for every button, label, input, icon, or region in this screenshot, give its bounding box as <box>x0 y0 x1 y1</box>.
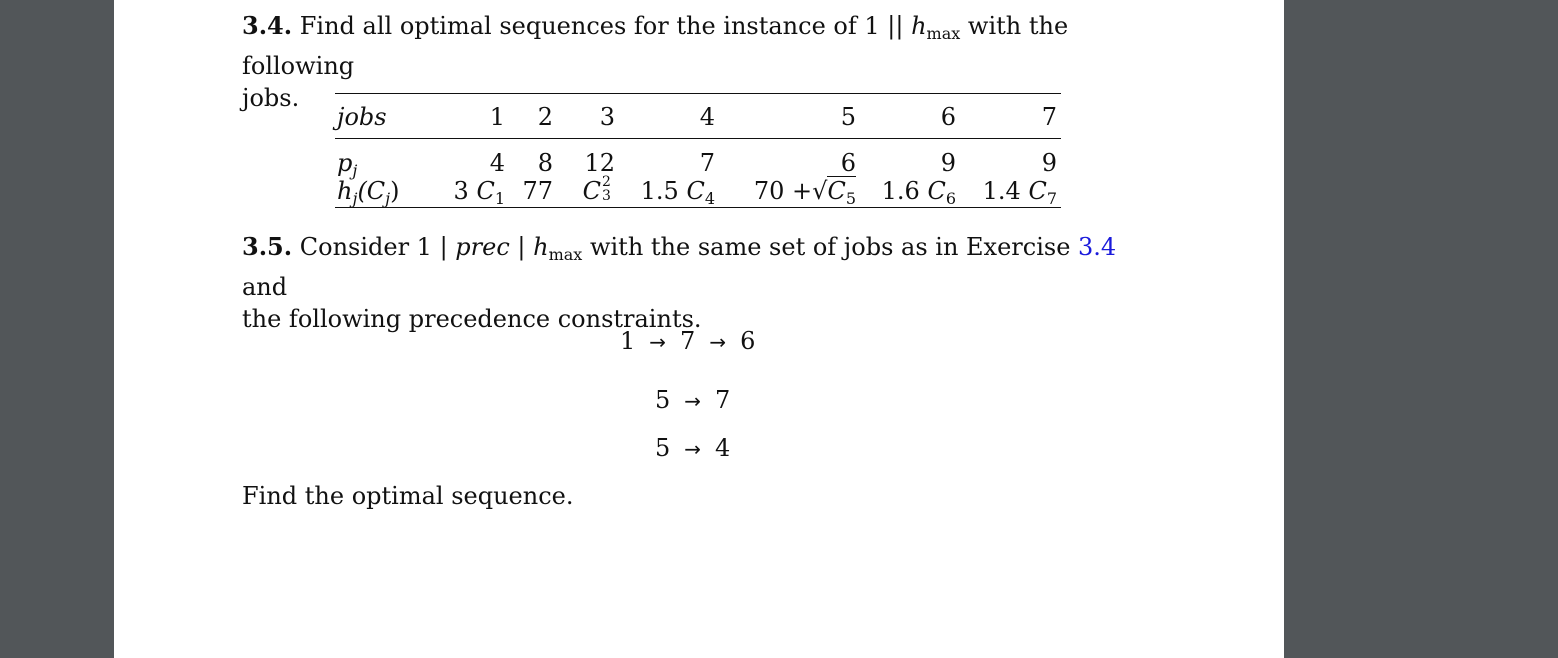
math-subscript: max <box>548 245 583 264</box>
math-subscript: 1 <box>494 189 505 208</box>
final-instruction: Find the optimal sequence. <box>242 482 574 510</box>
table-cell: 77 <box>522 177 553 205</box>
exercise-text: and <box>242 273 288 301</box>
math-h: h <box>911 12 927 40</box>
math-coef: 1.5 <box>640 177 687 205</box>
precedence-constraint <box>655 432 730 465</box>
table-cell: 8 <box>537 149 553 177</box>
header-label: jobs <box>337 103 387 131</box>
math-arg: (C <box>357 177 386 205</box>
math-subscript: j <box>352 161 358 180</box>
exercise-3-4-line1 <box>242 10 1162 82</box>
math-subscript: 3 <box>602 188 611 204</box>
table-cell: 12 <box>584 149 615 177</box>
math-subscript: max <box>926 24 961 43</box>
math-superscript: 2 <box>602 174 611 190</box>
math-var: C <box>927 177 946 205</box>
table-cell <box>754 175 856 215</box>
math-coef: 1.6 <box>881 177 928 205</box>
math-subscript: 6 <box>945 189 956 208</box>
math-subscript: j <box>385 189 391 208</box>
job-number: 1 <box>489 103 505 131</box>
job-node: 7 <box>680 327 696 355</box>
math-var: C <box>827 177 846 205</box>
exercise-number: 3.4. <box>242 11 293 40</box>
job-node: 1 <box>620 327 636 355</box>
job-node: 5 <box>655 386 671 414</box>
table-cell: 6 <box>840 149 856 177</box>
exercise-text: with the following <box>242 12 1069 80</box>
exercise-text: Consider 1 | <box>299 233 456 261</box>
exercise-reference-link[interactable]: 3.4 <box>1078 233 1117 261</box>
math-paren: ) <box>390 177 400 205</box>
table-cell <box>882 175 956 215</box>
job-number: 4 <box>699 103 715 131</box>
math-subscript: j <box>352 189 358 208</box>
job-number: 5 <box>840 103 856 131</box>
job-node: 5 <box>655 434 671 462</box>
exercise-3-5 <box>242 231 1162 335</box>
document-page <box>114 0 1284 658</box>
precedence-constraint <box>620 325 755 358</box>
table-cell <box>583 175 615 207</box>
row-label-h <box>337 175 400 215</box>
jobs-table <box>335 93 1061 208</box>
precedence-constraint <box>655 384 730 417</box>
job-node: 6 <box>740 327 756 355</box>
math-var: C <box>582 177 601 205</box>
math-coef: 3 <box>453 177 477 205</box>
math-prec: prec <box>455 233 510 261</box>
arrow-icon: → <box>684 437 702 461</box>
processing-time-row <box>335 139 1061 180</box>
math-subscript: 7 <box>1046 189 1057 208</box>
math-subscript: 5 <box>845 189 856 208</box>
math-h: h <box>337 177 353 205</box>
math-subscript: 4 <box>704 189 715 208</box>
sqrt-symbol: √ <box>812 177 828 205</box>
table-cell: 9 <box>1041 149 1057 177</box>
job-number: 7 <box>1041 103 1057 131</box>
job-node: 7 <box>715 386 731 414</box>
job-number: 6 <box>940 103 956 131</box>
table-cell <box>641 175 715 215</box>
math-coef: 70 + <box>753 177 813 205</box>
arrow-icon: → <box>684 389 702 413</box>
table-cell: 7 <box>699 149 715 177</box>
exercise-3-5-line1 <box>242 231 1162 303</box>
arrow-icon: → <box>709 330 727 354</box>
sqrt-radicand <box>827 176 856 208</box>
exercise-text: | <box>509 233 534 261</box>
job-number: 3 <box>599 103 615 131</box>
exercise-3-4-line2: jobs. <box>242 84 300 112</box>
exercise-number: 3.5. <box>242 232 293 261</box>
arrow-icon: → <box>649 330 667 354</box>
cost-function-row <box>335 173 1061 207</box>
math-coef: 1.4 <box>982 177 1029 205</box>
job-number: 2 <box>537 103 553 131</box>
exercise-text: with the same set of jobs as in Exercise <box>582 233 1079 261</box>
math-var: C <box>476 177 495 205</box>
math-var: C <box>1028 177 1047 205</box>
table-header-row <box>335 94 1061 139</box>
math-p: p <box>337 149 353 177</box>
exercise-3-5-line2: the following precedence constraints. <box>242 305 702 333</box>
table-cell: 9 <box>940 149 956 177</box>
math-var: C <box>686 177 705 205</box>
job-node: 4 <box>715 434 731 462</box>
math-h: h <box>533 233 549 261</box>
table-cell <box>454 175 505 215</box>
math-subsup <box>601 174 615 204</box>
table-cell <box>983 175 1057 215</box>
table-cell: 4 <box>489 149 505 177</box>
exercise-text: Find all optimal sequences for the instance of 1 || <box>299 12 912 40</box>
